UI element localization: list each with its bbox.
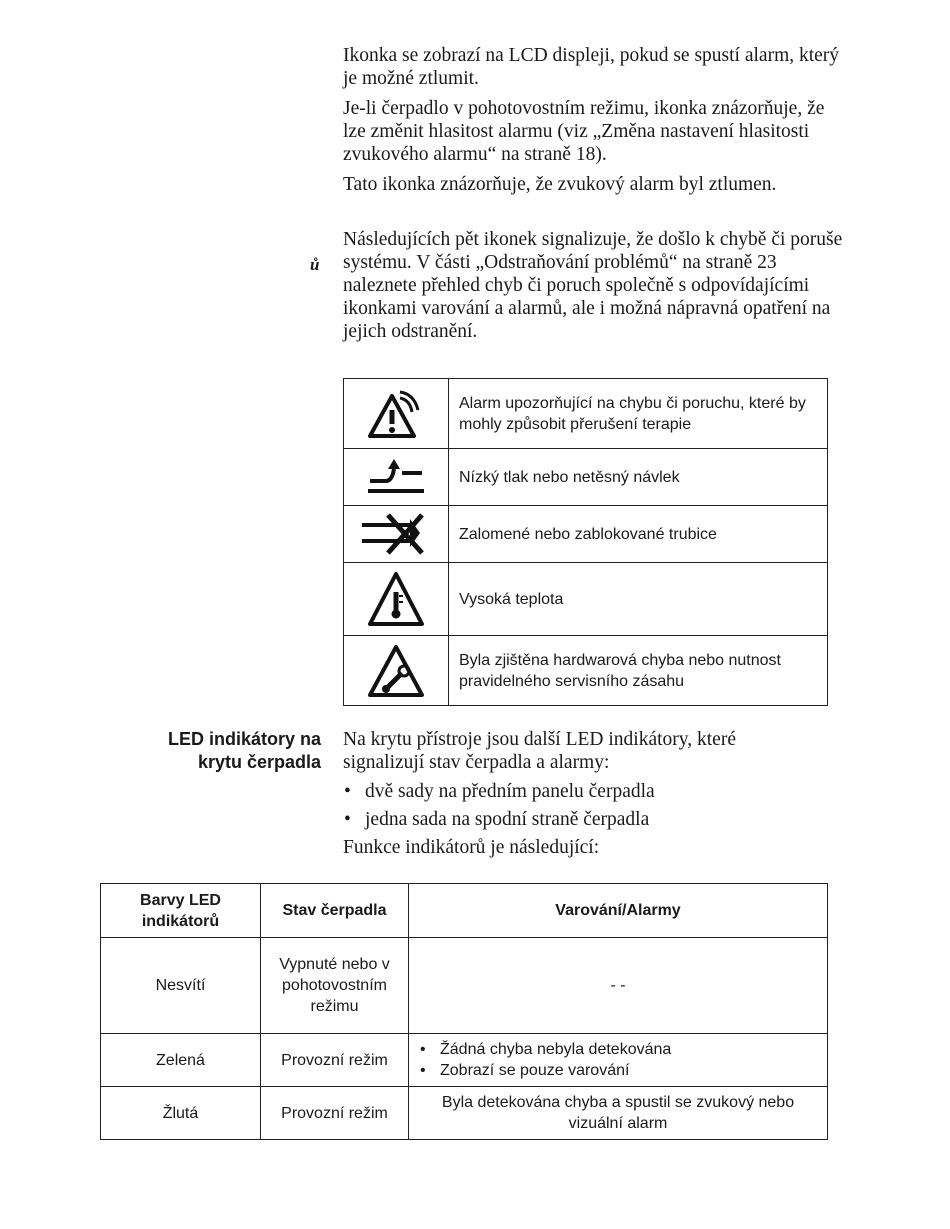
icon-row-text: Vysoká teplota	[449, 563, 828, 636]
icon-row	[344, 449, 828, 506]
column-header-color: Barvy LED indikátorů	[101, 884, 261, 938]
intro-paragraph-4: Následujících pět ikonek signalizuje, že došlo k chybě či poruše systému. V části „Odstraňování problémů“ na straně 23 naleznete přehled chyb či poruch společně s odpovídajícími ikonkami varování a alarmů, ale i možná nápravná opatření na jejich odstranění.	[343, 229, 843, 342]
list-item: • jedna sada na spodní straně čerpadla	[343, 806, 655, 834]
column-header-alarms: Varování/Alarmy	[409, 884, 828, 938]
cell-color: Žlutá	[101, 1087, 261, 1140]
icon-row-text: Byla zjištěna hardwarová chyba nebo nutnost pravidelného servisního zásahu	[449, 636, 828, 706]
table-header-row	[101, 884, 828, 938]
icon-row-text: Nízký tlak nebo netěsný návlek	[449, 449, 828, 506]
intro-paragraph-1: Ikonka se zobrazí na LCD displeji, pokud se spustí alarm, který je možné ztlumit.	[343, 45, 840, 89]
led-paragraph-1: Na krytu přístroje jsou další LED indikátory, které signalizují stav čerpadla a alarmy:	[343, 729, 736, 773]
high-temperature-icon	[344, 563, 449, 636]
margin-marker: ů	[310, 255, 320, 274]
cell-state: Provozní režim	[261, 1034, 409, 1087]
icon-row	[344, 506, 828, 563]
service-wrench-icon	[344, 636, 449, 706]
alarm-warning-icon	[344, 379, 449, 449]
icon-row	[344, 379, 828, 449]
cell-alarm	[409, 1034, 828, 1087]
led-heading-line-2: krytu čerpadla	[197, 752, 321, 772]
icon-row-text: Alarm upozorňující na chybu či poruchu, které by mohly způsobit přerušení terapie	[449, 379, 828, 449]
alarm-icon-table	[343, 378, 828, 706]
table-row	[101, 938, 828, 1034]
cell-state: Vypnuté nebo v pohotovostním režimu	[261, 938, 409, 1034]
icon-row-text: Zalomené nebo zablokované trubice	[449, 506, 828, 563]
cell-alarm: Byla detekována chyba a spustil se zvukový nebo vizuální alarm	[409, 1087, 828, 1140]
list-item: • dvě sady na předním panelu čerpadla	[343, 778, 655, 806]
led-table	[100, 883, 828, 1140]
icon-row	[344, 636, 828, 706]
cell-alarm: - -	[409, 938, 828, 1034]
column-header-state: Stav čerpadla	[261, 884, 409, 938]
led-section-heading	[110, 728, 321, 774]
cell-color: Zelená	[101, 1034, 261, 1087]
alarm-list	[410, 1039, 826, 1081]
list-item: • Zobrazí se pouze varování	[420, 1060, 826, 1081]
led-bullet-list	[343, 778, 655, 834]
intro-paragraph-2: Je-li čerpadlo v pohotovostním režimu, ikonka znázorňuje, že lze změnit hlasitost alarmu (viz „Změna nastavení hlasitosti zvukového alarmu“ na straně 18).	[343, 98, 825, 165]
cell-color: Nesvítí	[101, 938, 261, 1034]
low-pressure-icon	[344, 449, 449, 506]
table-row	[101, 1034, 828, 1087]
cell-state: Provozní režim	[261, 1087, 409, 1140]
list-item: • Žádná chyba nebyla detekována	[420, 1039, 826, 1060]
table-row	[101, 1087, 828, 1140]
blocked-tube-icon	[344, 506, 449, 563]
led-paragraph-2: Funkce indikátorů je následující:	[343, 837, 600, 858]
icon-row	[344, 563, 828, 636]
led-heading-line-1: LED indikátory na	[167, 729, 321, 749]
intro-paragraph-3: Tato ikonka znázorňuje, že zvukový alarm byl ztlumen.	[343, 174, 777, 195]
